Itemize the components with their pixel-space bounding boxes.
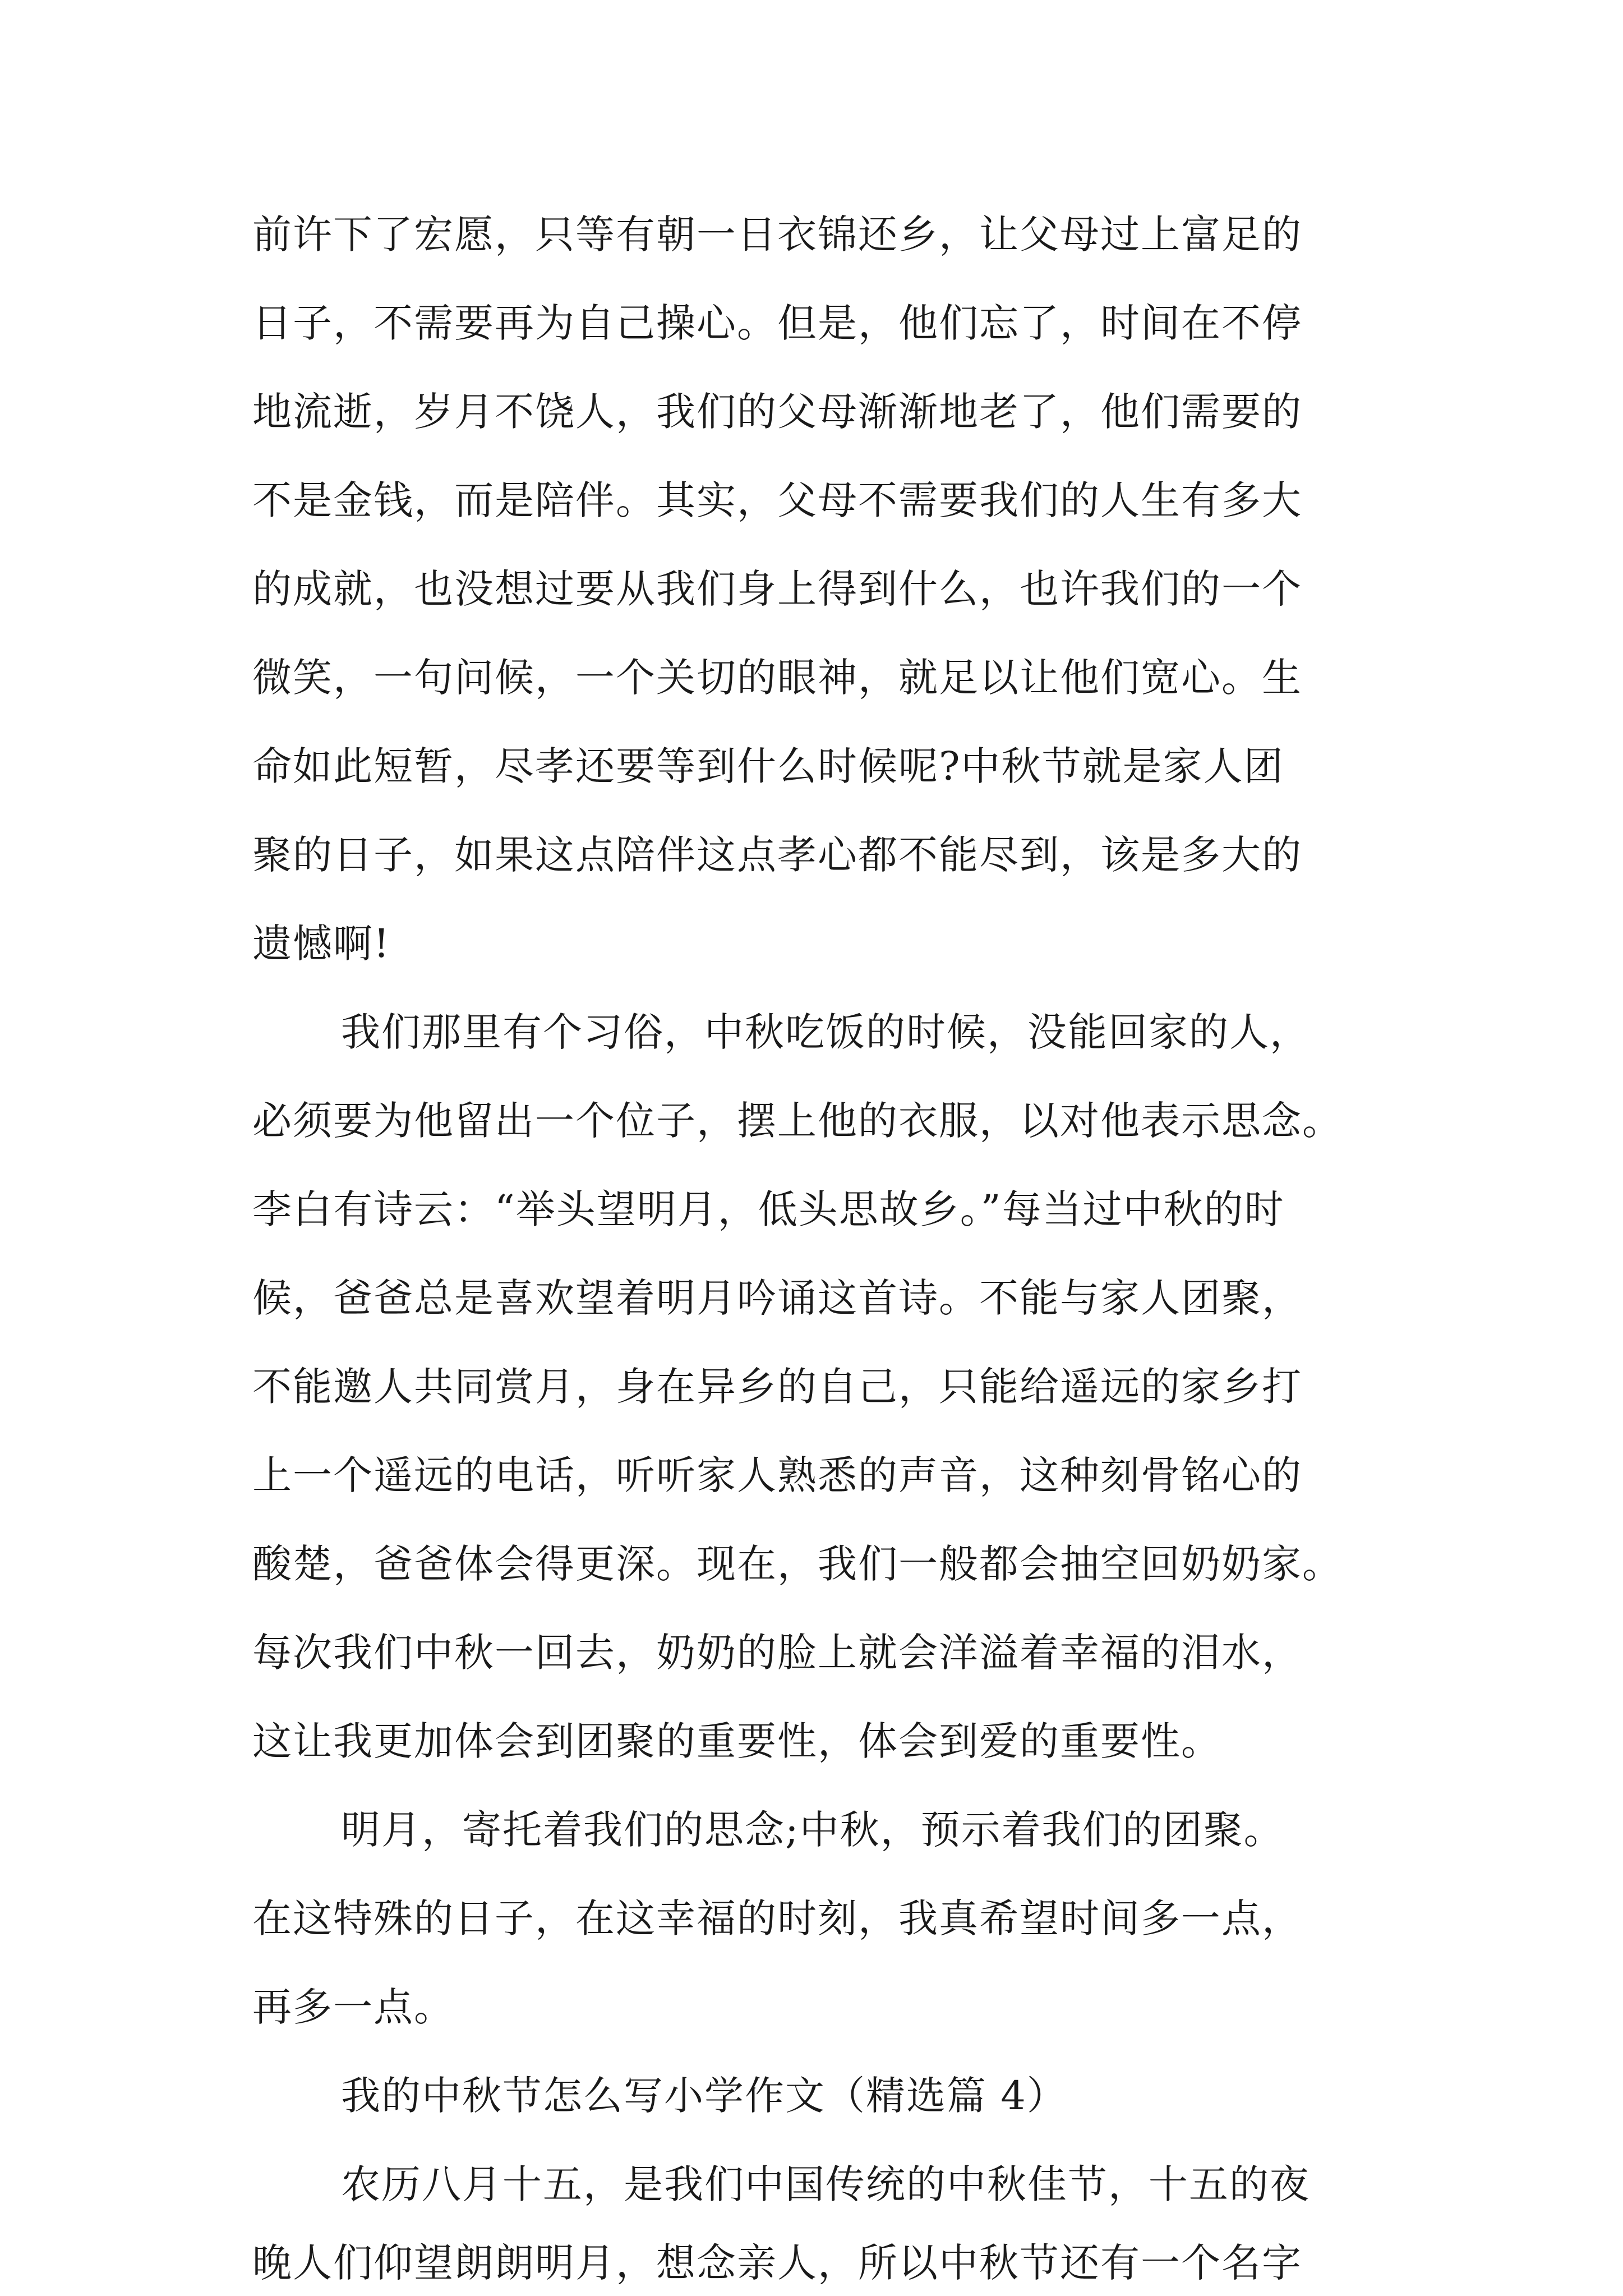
text-line: 候，爸爸总是喜欢望着明月吟诵这首诗。不能与家人团聚， [252,1275,1302,1321]
text-line: 在这特殊的日子，在这幸福的时刻，我真希望时间多一点， [252,1895,1302,1941]
text-line: 不能邀人共同赏月，身在异乡的自己，只能给遥远的家乡打 [252,1364,1302,1410]
text-line: 的成就，也没想过要从我们身上得到什么，也许我们的一个 [252,566,1302,612]
text-line: 命如此短暂，尽孝还要等到什么时候呢?中秋节就是家人团 [252,743,1284,789]
text-line: 不是金钱，而是陪伴。其实，父母不需要我们的人生有多大 [252,477,1302,523]
text-line: 地流逝，岁月不饶人，我们的父母渐渐地老了，他们需要的 [252,389,1302,435]
text-line: 日子，不需要再为自己操心。但是，他们忘了，时间在不停 [252,300,1302,346]
text-line: 再多一点。 [252,1984,454,2030]
text-line: 必须要为他留出一个位子，摆上他的衣服，以对他表示思念。 [252,1098,1343,1144]
paragraph-start-line: 明月，寄托着我们的思念;中秋，预示着我们的团聚。 [341,1807,1284,1853]
text-line: 前许下了宏愿，只等有朝一日衣锦还乡，让父母过上富足的 [252,211,1302,257]
text-line: 遗憾啊! [252,921,391,967]
text-line: 每次我们中秋一回去，奶奶的脸上就会洋溢着幸福的泪水， [252,1630,1302,1676]
section-heading: 我的中秋节怎么写小学作文（精选篇 4） [341,2073,1067,2119]
text-line: 晚人们仰望朗朗明月，想念亲人，所以中秋节还有一个名字 [252,2240,1302,2286]
paragraph-start-line: 我们那里有个习俗，中秋吃饭的时候，没能回家的人， [341,1009,1310,1055]
text-line: 上一个遥远的电话，听听家人熟悉的声音，这种刻骨铭心的 [252,1452,1302,1498]
paragraph-start-line: 农历八月十五，是我们中国传统的中秋佳节，十五的夜 [341,2161,1310,2207]
text-line: 酸楚，爸爸体会得更深。现在，我们一般都会抽空回奶奶家。 [252,1541,1343,1587]
text-line: 微笑，一句问候，一个关切的眼神，就足以让他们宽心。生 [252,655,1302,701]
text-line: 聚的日子，如果这点陪伴这点孝心都不能尽到，该是多大的 [252,832,1302,878]
text-line: 李白有诗云：“举头望明月，低头思故乡。”每当过中秋的时 [252,1186,1285,1232]
text-line: 这让我更加体会到团聚的重要性，体会到爱的重要性。 [252,1718,1221,1764]
